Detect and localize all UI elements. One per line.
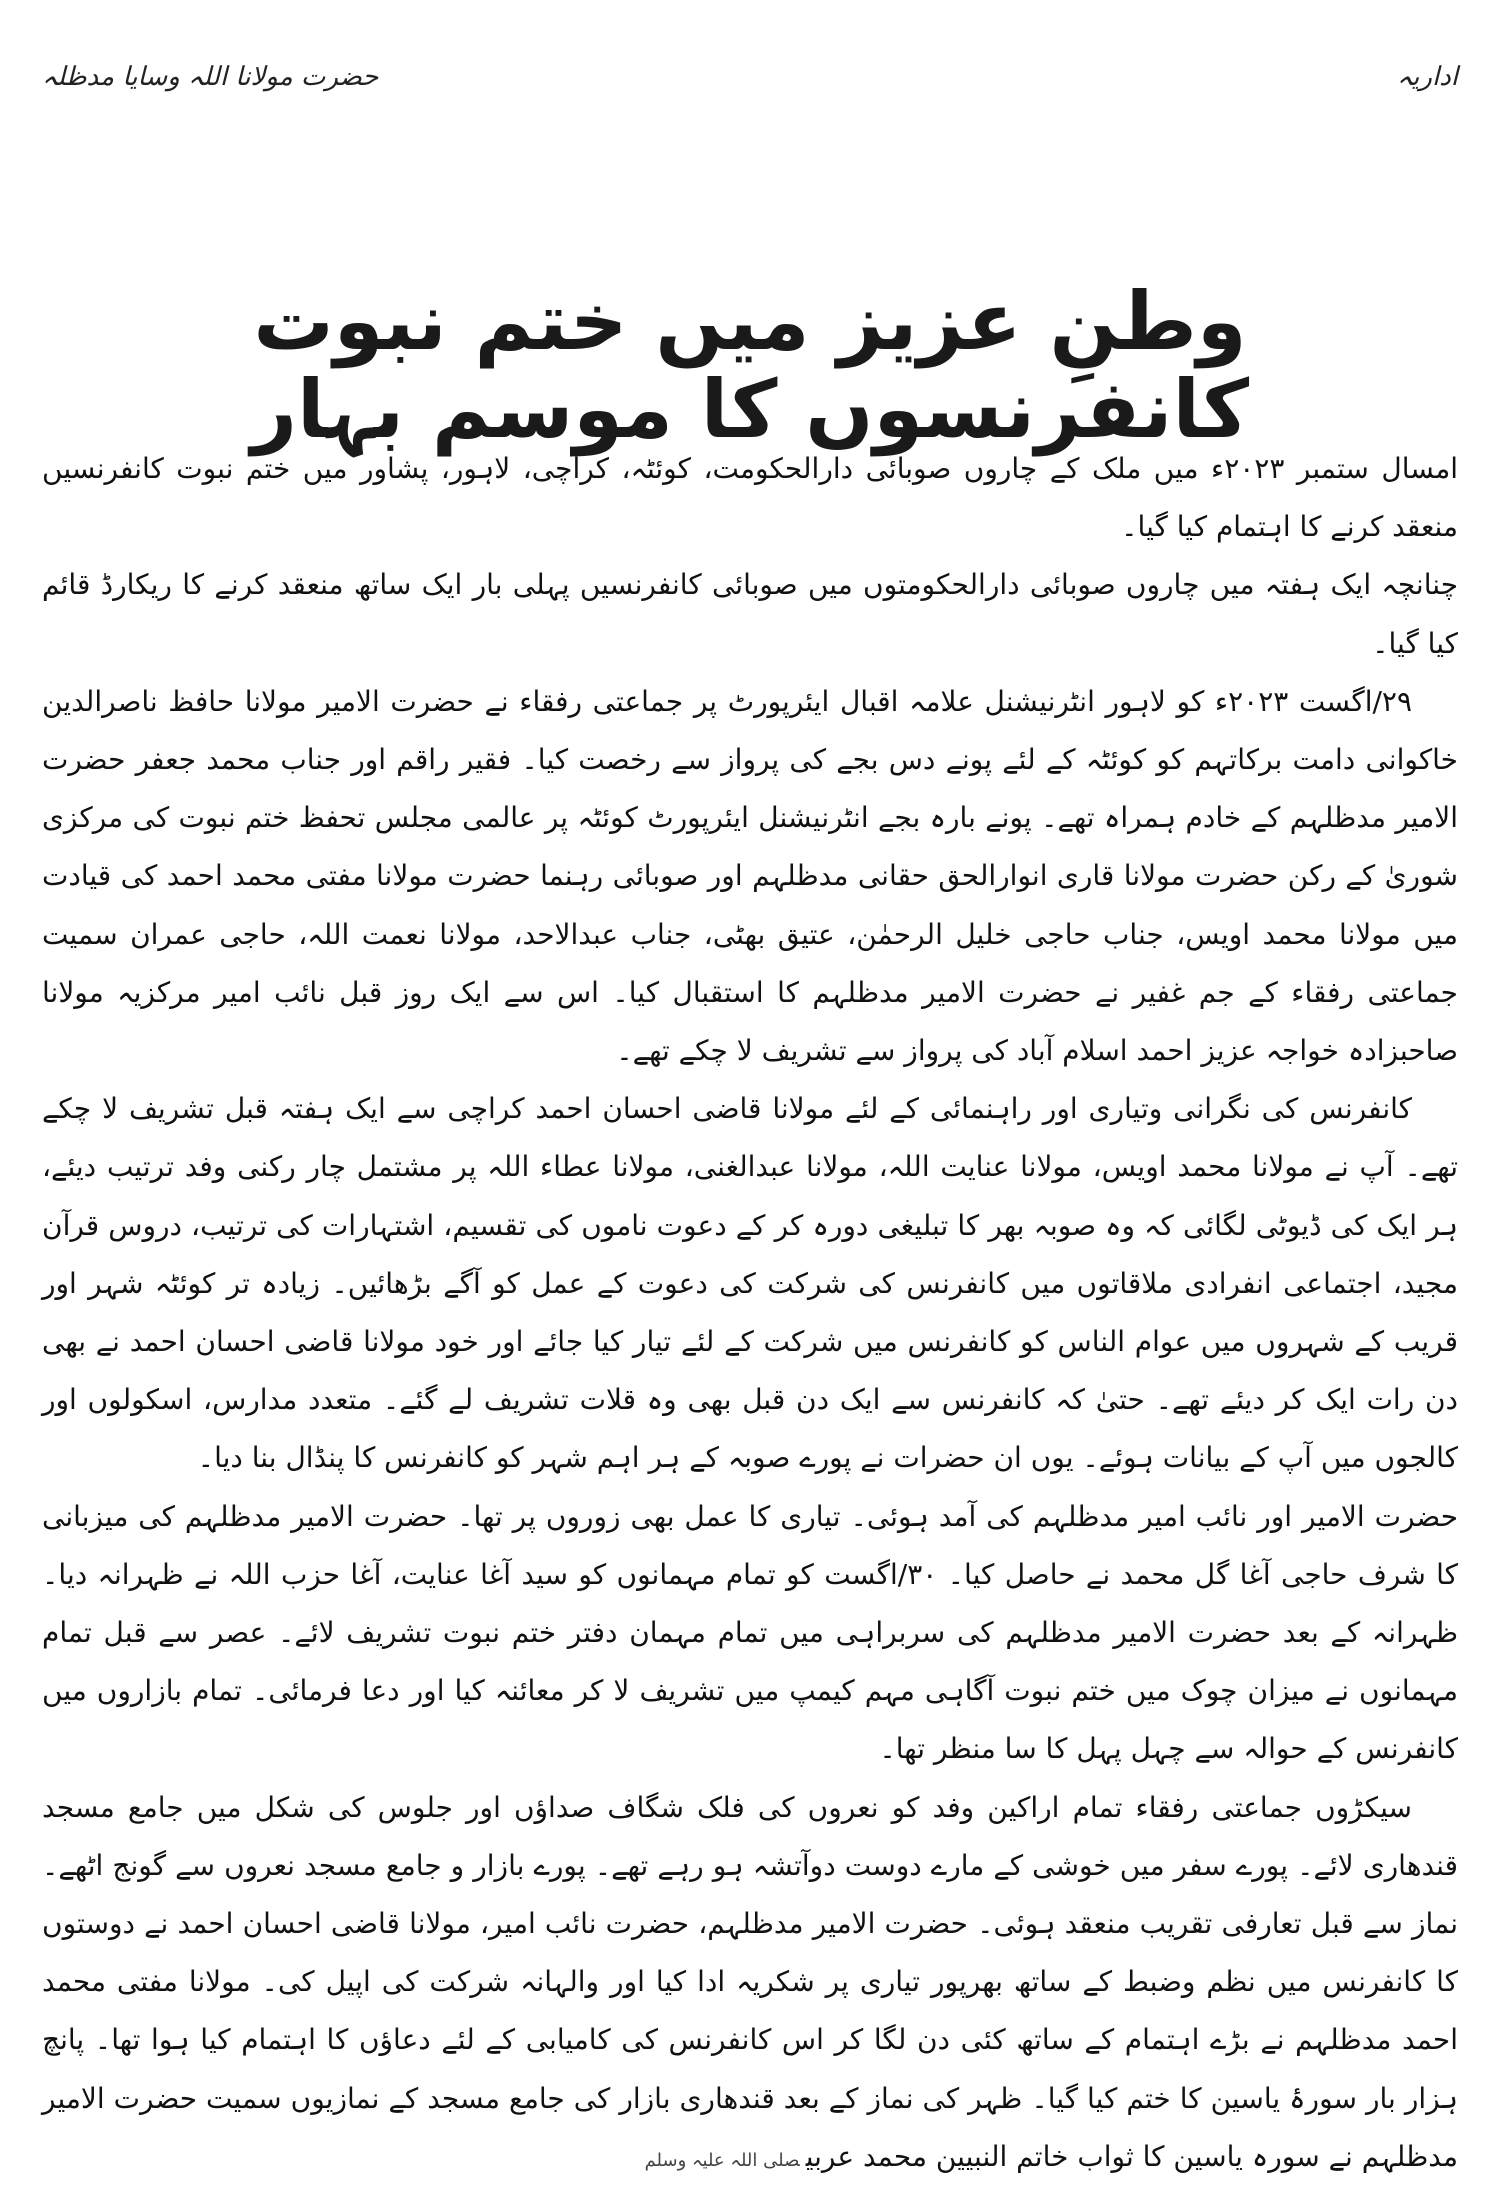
paragraph: حضرت الامیر اور نائب امیر مدظلہم کی آمد ہوئی۔ تیاری کا عمل بھی زوروں پر تھا۔ حضرت الامیر مدظلہم کی میزبانی کا شرف حاجی آغا گل محمد نے حاصل کیا۔ ۳۰/اگست کو تمام مہمانوں کو سید آغا عنایت، آغا حزب اللہ نے ظہرانہ دیا۔ ظہرانہ کے بعد حضرت الامیر مدظلہم کی سربراہی میں تمام مہمان دفتر ختم نبوت تشریف لائے۔ عصر سے قبل تمام مہمانوں نے میزان چوک میں ختم نبوت آگاہی مہم کیمپ میں تشریف لا کر معائنہ کیا اور دعا فرمائی۔ تمام بازاروں میں کانفرنس کے حوالہ سے چہل پہل کا سا منظر تھا۔	[42, 1499, 1458, 1766]
paragraph: امسال ستمبر ۲۰۲۳ء میں ملک کے چاروں صوبائی دارالحکومت، کوئٹہ، کراچی، لاہور، پشاور میں ختم نبوت کانفرنسیں منعقد کرنے کا اہتمام کیا گیا۔	[42, 452, 1458, 544]
paragraph: کانفرنس کی نگرانی وتیاری اور راہنمائی کے لئے مولانا قاضی احسان احمد کراچی سے ایک ہفتہ قبل تشریف لا چکے تھے۔ آپ نے مولانا محمد اویس، مولانا عنایت اللہ، مولانا عبدالغنی، مولانا عطاء اللہ پر مشتمل چار رکنی وفد ترتیب دیئے، ہر ایک کی ڈیوٹی لگائی کہ وہ صوبہ بھر کا تبلیغی دورہ کر کے دعوت ناموں کی تقسیم، اشتہارات کی ترتیب، دروس قرآن مجید، اجتماعی انفرادی ملاقاتوں میں کانفرنس کی شرکت کی دعوت کے عمل کو آگے بڑھائیں۔ زیادہ تر کوئٹہ شہر اور قریب کے شہروں میں عوام الناس کو کانفرنس میں شرکت کے لئے تیار کیا جائے اور خود مولانا قاضی احسان احمد نے بھی دن رات ایک کر دیئے تھے۔ حتیٰ کہ کانفرنس سے ایک دن قبل بھی وہ قلات تشریف لے گئے۔ متعدد مدارس، اسکولوں اور کالجوں میں آپ کے بیانات ہوئے۔ یوں ان حضرات نے پورے صوبہ کے ہر اہم شہر کو کانفرنس کا پنڈال بنا دیا۔	[42, 1092, 1458, 1475]
author-line: حضرت مولانا اللہ وسایا مدظلہ	[42, 62, 379, 92]
running-header	[42, 52, 1458, 102]
article-body	[42, 440, 1458, 2190]
paragraph-text: سیکڑوں جماعتی رفقاء تمام اراکین وفد کو نعروں کی فلک شگاف صداؤں اور جلوس کی شکل میں جامع مسجد قندھاری لائے۔ پورے سفر میں خوشی کے مارے دوست دوآتشہ ہو رہے تھے۔ پورے بازار و جامع مسجد نعروں سے گونج اٹھے۔ نماز سے قبل تعارفی تقریب منعقد ہوئی۔ حضرت الامیر مدظلہم، حضرت نائب امیر، مولانا قاضی احسان احمد نے دوستوں کا کانفرنس میں نظم وضبط کے ساتھ بھرپور تیاری پر شکریہ ادا کیا اور والہانہ شرکت کی اپیل کی۔ مولانا مفتی محمد احمد مدظلہم نے بڑے اہتمام کے ساتھ کئی دن لگا کر اس کانفرنس کی کامیابی کے لئے دعاؤں کا اہتمام کیا ہوا تھا۔ پانچ ہزار بار سورۂ یاسین کا ختم کیا گیا۔ ظہر کی نماز کے بعد قندھاری بازار کی جامع مسجد کے نمازیوں سمیت حضرت الامیر مدظلہم نے سورہ یاسین کا ثواب خاتم النبیین محمد عربی	[42, 1790, 1458, 2173]
article-title: وطنِ عزیز میں ختم نبوت کانفرنسوں کا موسم بہار	[250, 275, 1250, 456]
honorific-mark: صلی اللہ علیہ وسلم	[644, 2149, 800, 2171]
paragraph	[42, 1779, 1458, 2190]
paragraph: ۲۹/اگست ۲۰۲۳ء کو لاہور انٹرنیشنل علامہ اقبال ایئرپورٹ پر جماعتی رفقاء نے حضرت الامیر مولانا حافظ ناصرالدین خاکوانی دامت برکاتہم کو کوئٹہ کے لئے پونے دس بجے کی پرواز سے رخصت کیا۔ فقیر راقم اور جناب محمد جعفر حضرت الامیر مدظلہم کے خادم ہمراہ تھے۔ پونے بارہ بجے انٹرنیشنل ایئرپورٹ کوئٹہ پر عالمی مجلس تحفظ ختم نبوت کی مرکزی شوریٰ کے رکن حضرت مولانا قاری انوارالحق حقانی مدظلہم اور صوبائی رہنما حضرت مولانا مفتی محمد احمد کی قیادت میں مولانا محمد اویس، جناب حاجی خلیل الرحمٰن، عتیق بھٹی، جناب عبدالاحد، مولانا نعمت اللہ، حاجی عمران سمیت جماعتی رفقاء کے جم غفیر نے حضرت الامیر مدظلہم کا استقبال کیا۔ اس سے ایک روز قبل نائب امیر مرکزیہ مولانا صاحبزادہ خواجہ عزیز احمد اسلام آباد کی پرواز سے تشریف لا چکے تھے۔	[42, 684, 1458, 1068]
section-label: اداریہ	[1396, 62, 1458, 92]
paragraph: چنانچہ ایک ہفتہ میں چاروں صوبائی دارالحکومتوں میں صوبائی کانفرنسیں پہلی بار ایک ساتھ منعقد کرنے کا ریکارڈ قائم کیا گیا۔	[42, 568, 1458, 660]
